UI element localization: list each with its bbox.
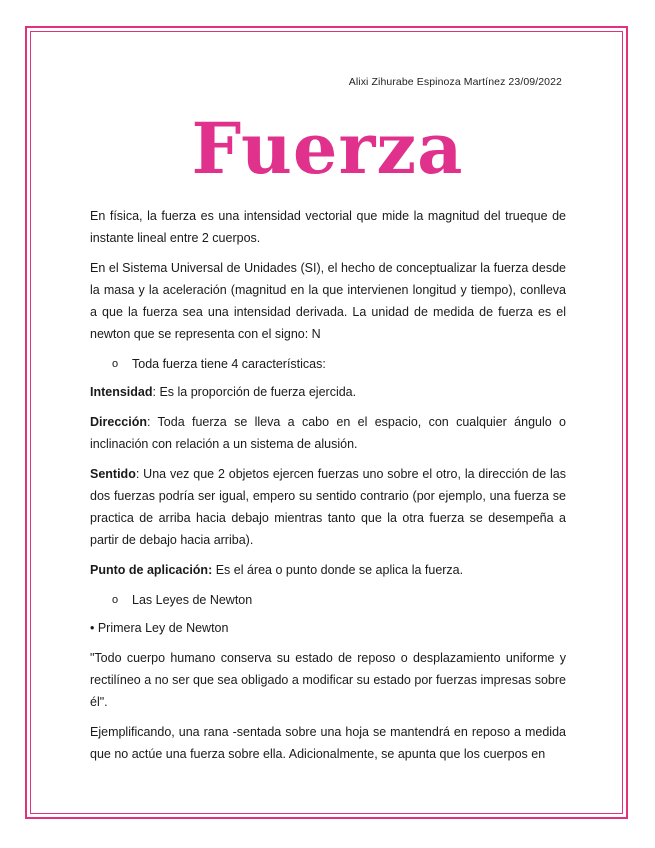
term-intensidad: Intensidad — [90, 385, 153, 399]
paragraph-example: Ejemplificando, una rana -sentada sobre una hoja se mantendrá en reposo a medida que no actúe una fuerza sobre ella. Adicionalmente, se apunta que los cuerpos en — [90, 725, 566, 761]
paragraph-definition: En física, la fuerza es una intensidad vectorial que mide la magnitud del trueque de instante lineal entre 2 cuerpos. — [90, 209, 566, 245]
paragraph-punto — [90, 559, 566, 581]
term-sentido: Sentido — [90, 467, 136, 481]
page-title: Fuerza — [191, 107, 464, 190]
document-body — [90, 205, 566, 773]
paragraph-direccion — [90, 411, 566, 455]
list-item-newton-laws: o Las Leyes de Newton — [112, 589, 566, 611]
term-punto: Punto de aplicación: — [90, 563, 213, 577]
definition-sentido: : Una vez que 2 objetos ejercen fuerzas uno sobre el otro, la dirección de las dos fuerzas podría ser igual, empero su sentido contrario (por ejemplo, una fuerza se practica de arriba hacia debajo mientras tanto que la otra fuerza se desempeña a partir de debajo hacia arriba). — [90, 467, 566, 547]
paragraph-intensidad — [90, 381, 566, 403]
term-direccion: Dirección — [90, 415, 147, 429]
list-item-characteristics: o Toda fuerza tiene 4 características: — [112, 353, 566, 375]
definition-direccion: : Toda fuerza se lleva a cabo en el espacio, con cualquier ángulo o inclinación con relación a un sistema de alusión. — [90, 415, 566, 451]
list-item-first-law: • Primera Ley de Newton — [90, 621, 229, 635]
paragraph-sentido — [90, 463, 566, 551]
paragraph-quote: "Todo cuerpo humano conserva su estado de reposo o desplazamiento uniforme y rectilíneo a no ser que sea obligado a modificar su estado por fuerzas impresas sobre él". — [90, 651, 566, 709]
definition-intensidad: : Es la proporción de fuerza ejercida. — [152, 385, 357, 399]
author-date-line: Alixi Zihurabe Espinoza Martínez 23/09/2022 — [348, 76, 562, 88]
definition-punto: Es el área o punto donde se aplica la fuerza. — [212, 563, 464, 577]
paragraph-si-units: En el Sistema Universal de Unidades (SI), el hecho de conceptualizar la fuerza desde la masa y la aceleración (magnitud en la que intervienen longitud y tiempo), conlleva a que la fuerza sea una intensidad derivada. La unidad de medida de fuerza es el newton que se representa con el signo: N — [90, 261, 566, 341]
